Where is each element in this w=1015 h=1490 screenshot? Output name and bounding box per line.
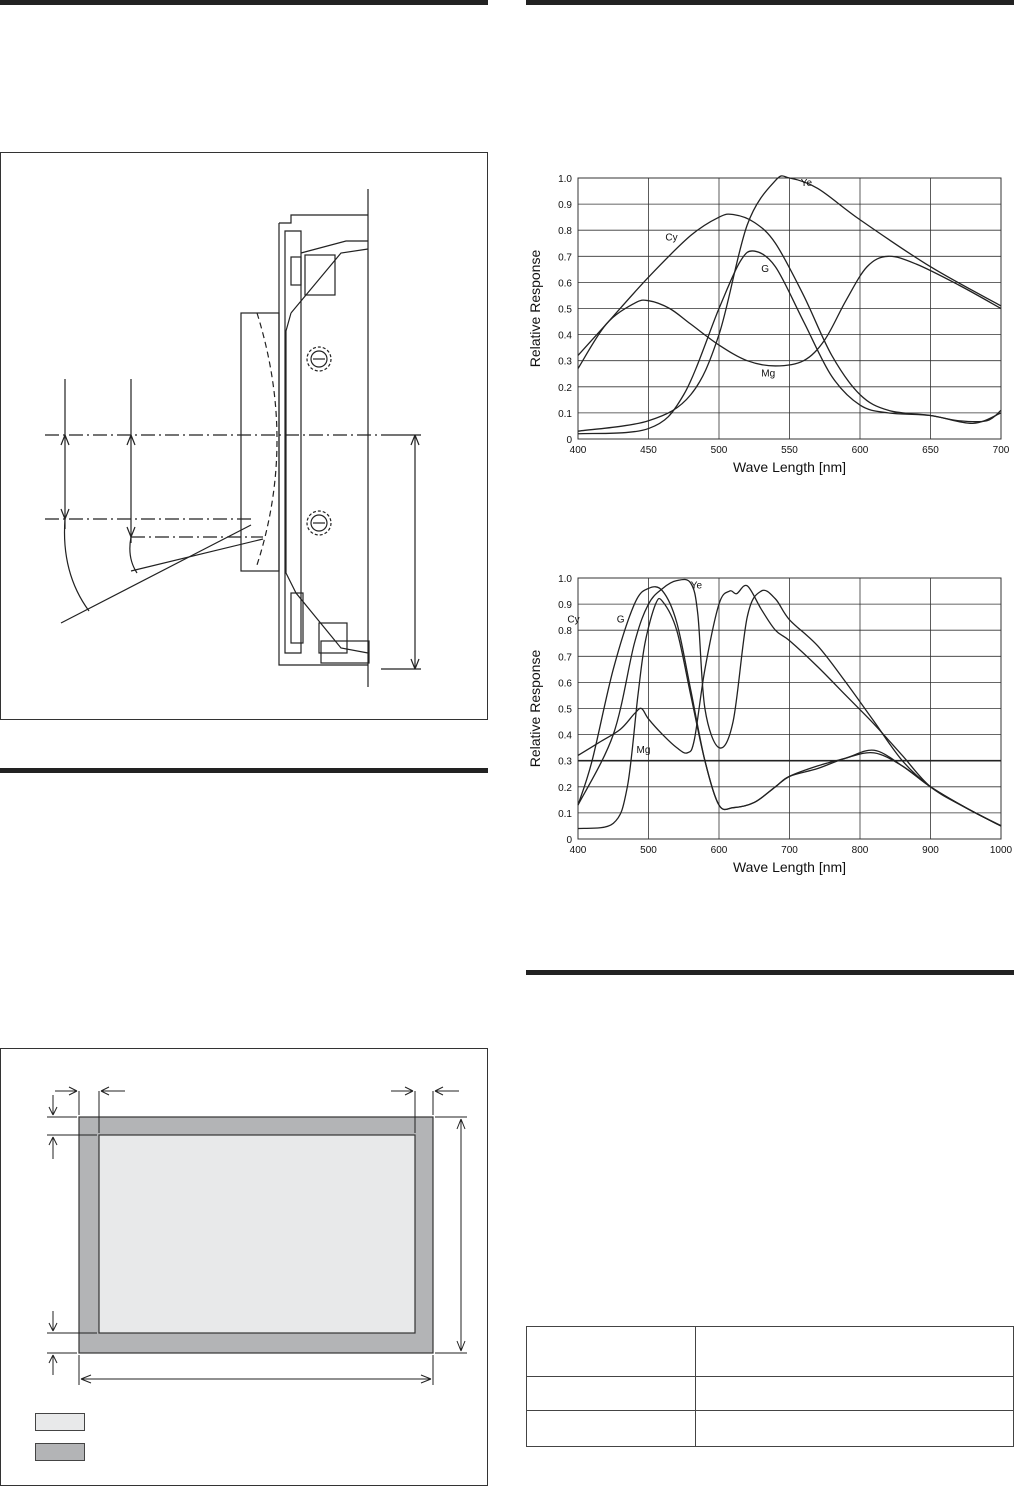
y-tick-label: 1.0: [558, 174, 572, 185]
mount-drawing-frame: [0, 152, 488, 720]
x-tick-label: 650: [922, 445, 939, 456]
x-tick-label: 800: [851, 845, 869, 856]
x-tick-label: 400: [569, 445, 587, 456]
series-label-mg: Mg: [636, 744, 651, 756]
y-tick-label: 0.1: [558, 808, 572, 820]
x-tick-label: 900: [922, 845, 939, 856]
series-label-cy: Cy: [567, 614, 580, 626]
y-tick-label: 0.5: [558, 304, 572, 316]
x-tick-label: 1000: [989, 845, 1013, 856]
x-tick-label: 500: [710, 445, 728, 456]
table-row: [527, 1327, 1014, 1377]
table-row: [527, 1411, 1014, 1447]
table-cell: [696, 1411, 1014, 1447]
y-tick-label: 0.4: [558, 730, 572, 742]
series-label-g: G: [761, 263, 770, 275]
section-rule-top-left: [0, 0, 488, 5]
table-cell: [696, 1327, 1014, 1377]
series-label-cy: Cy: [665, 232, 678, 244]
table-cell: [527, 1327, 696, 1377]
spec-table: [526, 1326, 1014, 1447]
table-cell: [527, 1377, 696, 1411]
x-tick-label: 550: [781, 445, 798, 456]
y-tick-label: 0.5: [558, 704, 572, 716]
y-tick-label: 0.7: [558, 652, 572, 664]
y-tick-label: 0.9: [558, 200, 572, 212]
y-tick-label: 0.3: [558, 356, 572, 368]
x-tick-label: 400: [569, 845, 587, 856]
series-label-ye: Ye: [690, 580, 703, 592]
y-tick-label: 0.8: [558, 626, 572, 638]
x-tick-label: 700: [781, 845, 798, 856]
y-axis-label: Relative Response: [527, 249, 543, 368]
y-tick-label: 1.0: [558, 574, 572, 585]
table-cell: [696, 1377, 1014, 1411]
table-cell: [527, 1411, 696, 1447]
x-tick-label: 600: [851, 445, 869, 456]
series-label-ye: Ye: [800, 177, 813, 189]
y-axis-label: Relative Response: [527, 649, 543, 768]
x-tick-label: 700: [992, 445, 1010, 456]
table-row: [527, 1377, 1014, 1411]
x-tick-label: 450: [640, 445, 657, 456]
legend-swatch-effective: [35, 1413, 85, 1431]
y-tick-label: 0.3: [558, 756, 572, 768]
y-tick-label: 0.2: [558, 382, 572, 394]
section-rule-top-right: [526, 0, 1014, 5]
legend-swatch-total: [35, 1443, 85, 1461]
y-tick-label: 0.1: [558, 408, 572, 420]
y-tick-label: 0.4: [558, 330, 572, 342]
spectral-response-chart-visible: [524, 168, 1014, 490]
y-tick-label: 0: [566, 835, 572, 846]
y-tick-label: 0.9: [558, 600, 572, 612]
section-rule-mid-left: [0, 768, 488, 773]
x-axis-label: Wave Length [nm]: [732, 859, 847, 875]
mount-drawing: [1, 153, 487, 719]
spectral-response-chart-extended: [524, 568, 1014, 890]
x-tick-label: 500: [640, 845, 657, 856]
y-tick-label: 0.2: [558, 782, 572, 794]
series-label-g: G: [616, 614, 625, 626]
x-axis-label: Wave Length [nm]: [732, 459, 847, 475]
y-tick-label: 0: [566, 435, 572, 446]
y-tick-label: 0.7: [558, 252, 572, 264]
sensor-area-frame: [0, 1048, 488, 1486]
y-tick-label: 0.6: [558, 678, 572, 690]
y-tick-label: 0.8: [558, 226, 572, 238]
effective-area-rect: [99, 1135, 415, 1333]
series-label-mg: Mg: [761, 368, 776, 380]
y-tick-label: 0.6: [558, 278, 572, 290]
section-rule-mid-right: [526, 970, 1014, 975]
x-tick-label: 600: [710, 845, 728, 856]
